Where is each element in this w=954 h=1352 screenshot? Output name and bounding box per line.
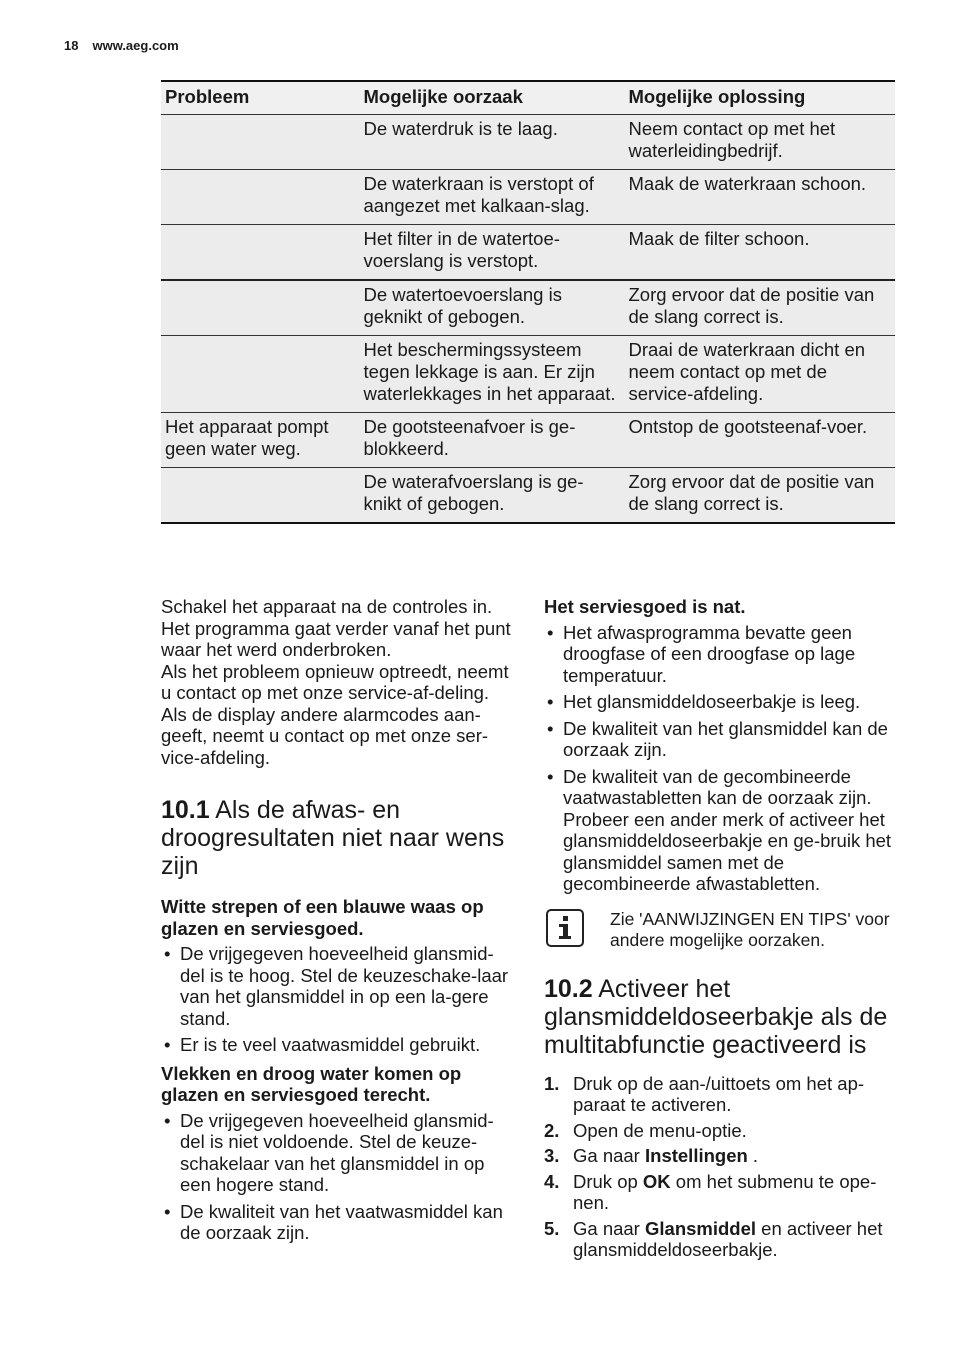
table-row [161,468,895,524]
step-item [544,1145,896,1167]
step-bold: Glansmiddel [645,1217,757,1239]
table-row [161,336,895,413]
step-text-end: om het submenu te ope-nen. [573,1170,877,1213]
cell-solution: Zorg ervoor dat de positie van de slang correct is. [625,468,896,524]
step-text: Ga naar [573,1217,645,1239]
column-header-solution: Mogelijke oplossing [625,81,896,115]
cell-cause: Het filter in de watertoe-voerslang is verstopt. [360,225,625,281]
step-item [544,1120,896,1142]
cell-cause: Het beschermingssysteem tegen lekkage is aan. Er zijn waterlekkages in het apparaat. [360,336,625,413]
cell-solution: Neem contact op met het waterleidingbedrijf. [625,115,896,170]
left-column [161,596,516,1249]
step-text: Ga naar [573,1145,645,1166]
website-url: www.aeg.com [92,38,179,53]
list-item: • Er is te veel vaatwasmiddel gebruikt. [161,1034,516,1056]
list-item: • De kwaliteit van het glansmiddel kan de oorzaak zijn. [544,718,896,761]
table-row [161,170,895,225]
step-text: Open de menu-optie. [573,1119,747,1141]
section-heading-10-2 [544,975,896,1059]
intro-line: Als het probleem opnieuw optreedt, neemt u contact op met onze service-af-deling. [161,660,509,703]
page-number: 18 [64,38,79,53]
step-number: 2. [544,1119,560,1141]
section-number: 10.2 [544,974,593,1003]
table-row [161,413,895,468]
intro-line: Schakel het apparaat na de controles in. [161,596,493,617]
step-text: Druk op de aan-/uittoets om het ap-paraat te activeren. [573,1072,865,1115]
table-header-row [161,81,895,115]
cell-problem [161,336,360,413]
bullet-list [161,1110,516,1244]
cell-solution: Ontstop de gootsteenaf-voer. [625,413,896,468]
list-item: • Het afwasprogramma bevatte geen droogfase of een droogfase op lage temperatuur. [544,622,896,687]
table-row [161,280,895,336]
bullet-list [161,943,516,1056]
cell-cause: De gootsteenafvoer is ge-blokkeerd. [360,413,625,468]
list-item: • De kwaliteit van de gecombineerde vaatwastabletten kan de oorzaak zijn. Probeer een ander merk of activeer het glansmiddeldoseerbakje en ge-bruik het glansmiddel samen met de gecombineerde afwastabletten. [544,766,896,895]
troubleshooting-table [161,80,895,524]
section-title: Activeer het glansmiddeldoseerbakje als de multitabfunctie geactiveerd is [544,974,888,1059]
step-bold: OK [642,1170,671,1192]
step-bold: Instellingen [645,1145,748,1166]
step-number: 3. [544,1145,560,1166]
cell-problem [161,468,360,524]
subheading-water-spots: Vlekken en droog water komen op glazen en serviesgoed terecht. [161,1062,462,1105]
list-item: • De vrijgegeven hoeveelheid glansmid-del is te hoog. Stel de keuzeschake-laar van het glansmiddel in op een la-gere stand. [161,943,516,1029]
cell-cause: De watertoevoerslang is geknikt of gebogen. [360,280,625,336]
cell-problem [161,225,360,281]
step-text-end: en activeer het glansmiddeldoseerbakje. [573,1217,883,1260]
table-row [161,115,895,170]
page-header [64,38,193,53]
cell-solution: Zorg ervoor dat de positie van de slang correct is. [625,280,896,336]
info-i-glyph [555,915,575,941]
cell-cause: De waterdruk is te laag. [360,115,625,170]
intro-line: Als de display andere alarmcodes aan-geeft, neemt u contact op met onze ser-vice-afdeling. [161,703,489,768]
step-item [544,1073,896,1116]
cell-problem [161,280,360,336]
intro-paragraph [161,596,516,768]
subheading-dishes-wet: Het serviesgoed is nat. [544,596,746,617]
cell-problem [161,115,360,170]
right-column [544,596,896,1265]
subheading-white-streaks: Witte strepen of een blauwe waas op glazen en serviesgoed. [161,896,484,939]
step-item [544,1171,896,1214]
bullet-list [544,622,896,895]
step-text: Druk op [573,1170,643,1192]
section-title: Als de afwas- en droogresultaten niet naar wens zijn [161,796,505,880]
list-item: • De vrijgegeven hoeveelheid glansmid-del is niet voldoende. Stel de keuze-schakelaar van het glansmiddel in op een hogere stand. [161,1110,516,1196]
step-item [544,1218,896,1261]
step-number: 5. [544,1217,560,1239]
info-text: Zie 'AANWIJZINGEN EN TIPS' voor andere mogelijke oorzaken. [610,908,890,950]
cell-cause: De waterafvoerslang is ge-knikt of gebogen. [360,468,625,524]
step-number: 1. [544,1072,560,1094]
cell-solution: Maak de filter schoon. [625,225,896,281]
numbered-steps [544,1073,896,1261]
list-item: • De kwaliteit van het vaatwasmiddel kan de oorzaak zijn. [161,1201,516,1244]
cell-solution: Draai de waterkraan dicht en neem contact op met de service-afdeling. [625,336,896,413]
info-note [544,909,896,951]
info-icon [546,909,584,947]
intro-line: Het programma gaat verder vanaf het punt waar het werd onderbroken. [161,617,511,660]
cell-solution: Maak de waterkraan schoon. [625,170,896,225]
step-text-end: . [747,1145,759,1166]
section-number: 10.1 [161,796,210,824]
step-number: 4. [544,1170,560,1192]
table-row [161,225,895,281]
column-header-problem: Probleem [161,81,360,115]
cell-problem [161,170,360,225]
list-item: • Het glansmiddeldoseerbakje is leeg. [544,691,896,713]
column-header-cause: Mogelijke oorzaak [360,81,625,115]
cell-cause: De waterkraan is verstopt of aangezet met kalkaan-slag. [360,170,625,225]
section-heading-10-1 [161,796,516,880]
cell-problem: Het apparaat pompt geen water weg. [161,413,360,468]
